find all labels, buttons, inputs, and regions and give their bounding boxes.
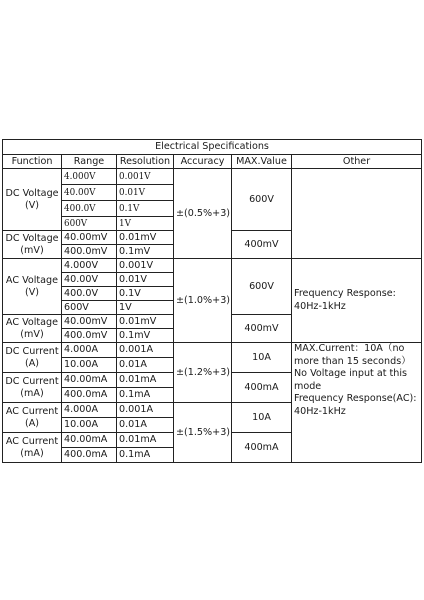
header-range: Range [62, 155, 117, 169]
resolution-cell: 0.01mV [117, 315, 174, 329]
resolution-cell: 0.01mV [117, 231, 174, 245]
range-cell: 400.0mV [62, 245, 117, 259]
resolution-cell: 0.01V [117, 273, 174, 287]
max-ac-voltage-mv: 400mV [232, 315, 292, 343]
max-ac-current-ma: 400mA [232, 433, 292, 463]
accuracy-dc-voltage: ±(0.5%+3) [174, 169, 232, 259]
header-max-value: MAX.Value [232, 155, 292, 169]
resolution-cell: 0.1mA [117, 388, 174, 403]
accuracy-dc-current: ±(1.2%+3) [174, 343, 232, 403]
range-cell: 40.00V [62, 185, 117, 201]
range-cell: 40.00mV [62, 315, 117, 329]
header-other: Other [292, 155, 422, 169]
range-cell: 10.00A [62, 418, 117, 433]
range-cell: 400.0V [62, 287, 117, 301]
range-cell: 40.00mA [62, 373, 117, 388]
table-title: Electrical Specifications [3, 140, 422, 155]
range-cell: 40.00V [62, 273, 117, 287]
table-row [3, 169, 422, 185]
function-ac-voltage-v: AC Voltage (V) [3, 259, 62, 315]
max-dc-voltage-mv: 400mV [232, 231, 292, 259]
resolution-cell: 0.001V [117, 259, 174, 273]
range-cell: 400.0V [62, 201, 117, 217]
accuracy-ac-voltage: ±(1.0%+3) [174, 259, 232, 343]
resolution-cell: 0.01A [117, 358, 174, 373]
function-dc-voltage-mv: DC Voltage (mV) [3, 231, 62, 259]
resolution-cell: 1V [117, 301, 174, 315]
range-cell: 400.0mV [62, 329, 117, 343]
resolution-cell: 0.01mA [117, 373, 174, 388]
range-cell: 400.0mA [62, 448, 117, 463]
resolution-cell: 0.01A [117, 418, 174, 433]
resolution-cell: 0.001A [117, 403, 174, 418]
max-dc-current-ma: 400mA [232, 373, 292, 403]
max-dc-voltage-v: 600V [232, 169, 292, 231]
function-dc-voltage-v: DC Voltage (V) [3, 169, 62, 231]
resolution-cell: 0.1V [117, 287, 174, 301]
resolution-cell: 0.1mV [117, 245, 174, 259]
resolution-cell: 0.01V [117, 185, 174, 201]
other-dc-voltage [292, 169, 422, 259]
header-resolution: Resolution [117, 155, 174, 169]
resolution-cell: 0.001V [117, 169, 174, 185]
other-frequency-response: Frequency Response: 40Hz-1kHz [292, 259, 422, 343]
other-current-notes: MAX.Current：10A（no more than 15 seconds） No Voltage input at this mode Frequency Response(AC): 40Hz-1kHz [292, 343, 422, 463]
range-cell: 40.00mV [62, 231, 117, 245]
range-cell: 4.000A [62, 403, 117, 418]
electrical-specifications-table [2, 139, 421, 463]
max-ac-current-a: 10A [232, 403, 292, 433]
table-row [3, 343, 422, 358]
table-row [3, 259, 422, 273]
range-cell: 40.00mA [62, 433, 117, 448]
resolution-cell: 0.001A [117, 343, 174, 358]
function-dc-current-a: DC Current (A) [3, 343, 62, 373]
function-ac-voltage-mv: AC Voltage (mV) [3, 315, 62, 343]
range-cell: 4.000V [62, 169, 117, 185]
function-ac-current-a: AC Current (A) [3, 403, 62, 433]
max-dc-current-a: 10A [232, 343, 292, 373]
range-cell: 10.00A [62, 358, 117, 373]
resolution-cell: 1V [117, 217, 174, 231]
accuracy-ac-current: ±(1.5%+3) [174, 403, 232, 463]
function-dc-current-ma: DC Current (mA) [3, 373, 62, 403]
function-ac-current-ma: AC Current (mA) [3, 433, 62, 463]
range-cell: 4.000A [62, 343, 117, 358]
resolution-cell: 0.1mA [117, 448, 174, 463]
resolution-cell: 0.1V [117, 201, 174, 217]
range-cell: 600V [62, 217, 117, 231]
header-accuracy: Accuracy [174, 155, 232, 169]
resolution-cell: 0.1mV [117, 329, 174, 343]
range-cell: 600V [62, 301, 117, 315]
resolution-cell: 0.01mA [117, 433, 174, 448]
max-ac-voltage-v: 600V [232, 259, 292, 315]
header-function: Function [3, 155, 62, 169]
range-cell: 4.000V [62, 259, 117, 273]
range-cell: 400.0mA [62, 388, 117, 403]
